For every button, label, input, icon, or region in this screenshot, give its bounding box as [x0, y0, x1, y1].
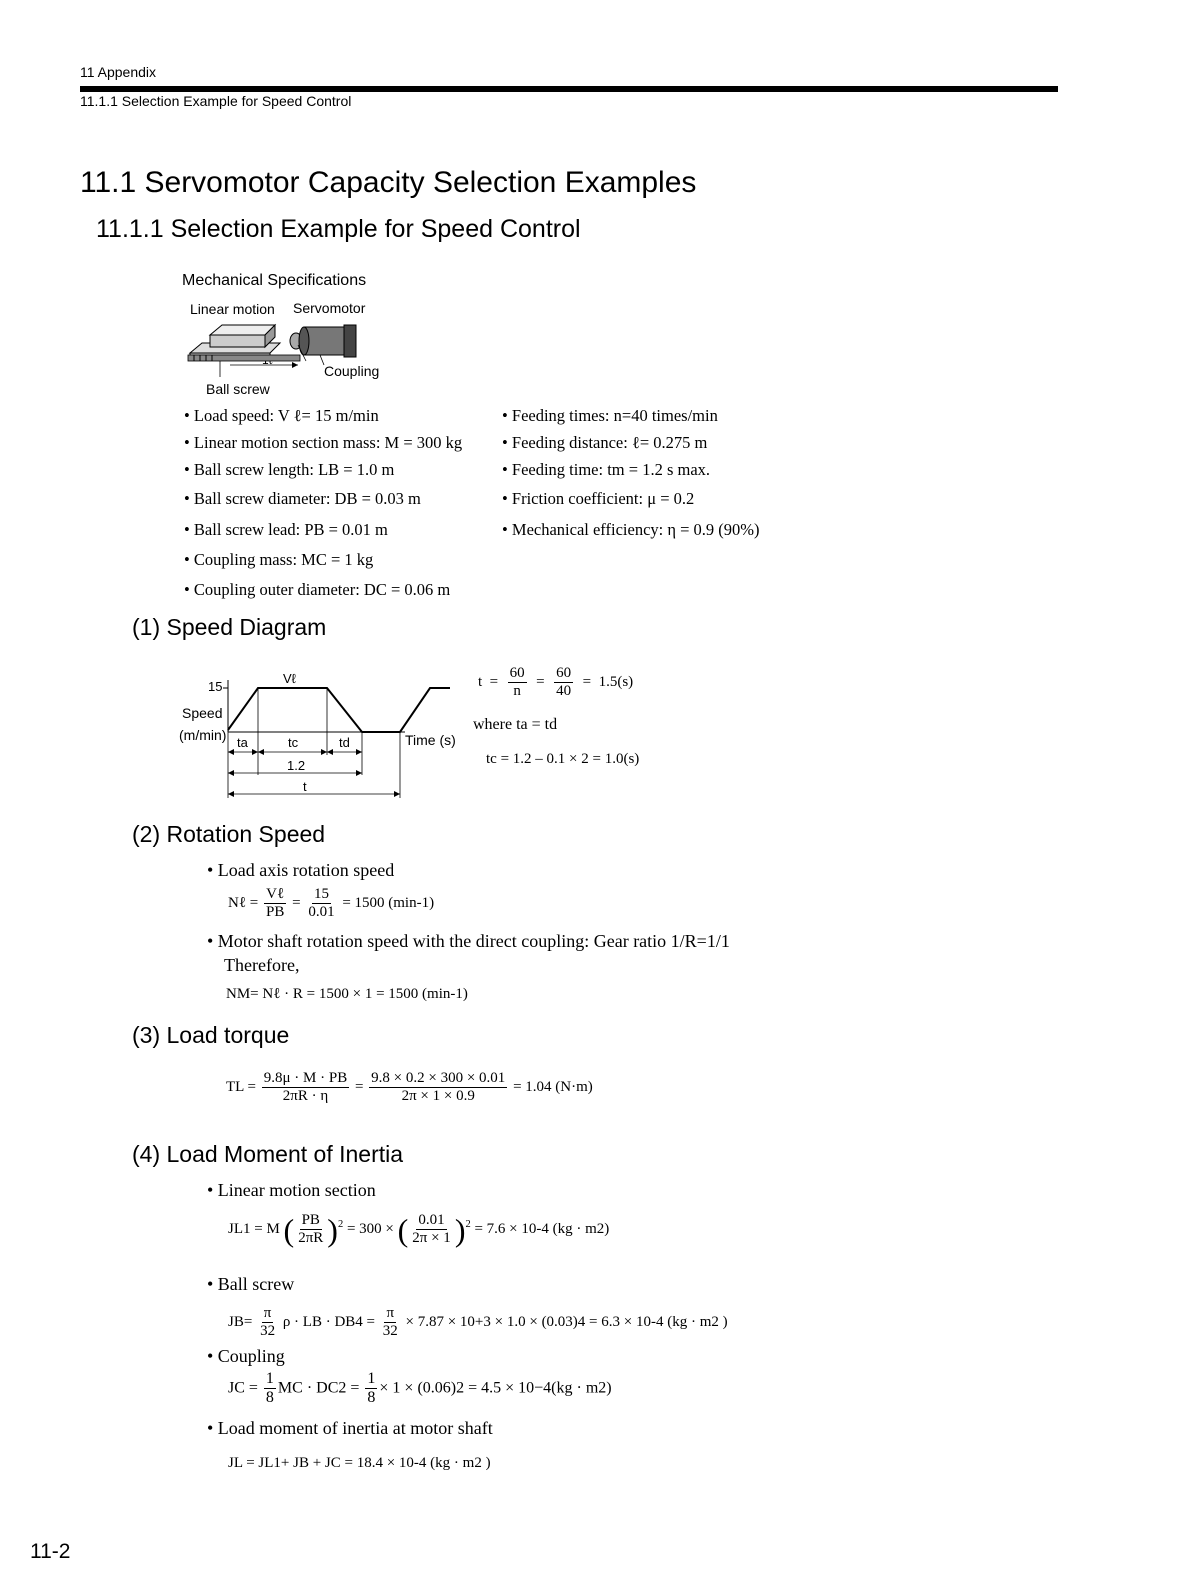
spec-left-6: • Coupling outer diameter: DC = 0.06 m — [184, 580, 451, 599]
load-axis-n2: 15 — [312, 886, 331, 904]
jl1-rhs: = 7.6 × 10-4 (kg · m2) — [474, 1221, 610, 1238]
jc-rhs: × 1 × (0.06)2 = 4.5 × 10−4(kg · m2) — [379, 1379, 612, 1397]
y-axis-label-1: Speed — [182, 705, 223, 721]
header-rule — [80, 86, 1058, 92]
period-n2: 60 — [554, 665, 573, 683]
y-axis-label-2: (m/min) — [179, 727, 227, 743]
spec-left-1: • Linear motion section mass: M = 300 kg — [184, 433, 463, 452]
load-axis-d1: PB — [265, 904, 285, 921]
load-axis-d2: 0.01 — [308, 904, 335, 921]
jb-d-repeat: 32 — [382, 1323, 398, 1340]
jl1-lhs: JL1 = M — [228, 1221, 280, 1238]
spec-right-4: • Mechanical efficiency: η = 0.9 (90%) — [502, 520, 760, 539]
jl1-mid: = 300 × — [346, 1221, 394, 1238]
label-coupling: Coupling — [324, 363, 380, 379]
torque-d1: 2πR · η — [282, 1088, 329, 1105]
span-label: 1.2 — [287, 758, 306, 773]
jb-rhs: × 7.87 × 10+3 × 1.0 × (0.03)4 = 6.3 × 10-4 (kg · m2 ) — [405, 1314, 728, 1331]
jc-lhs: JC = — [228, 1379, 258, 1397]
jc-mid: MC · DC2 = — [277, 1379, 360, 1397]
motor-speed-equation: NM= Nℓ · R = 1500 × 1 = 1500 (min-1) — [226, 986, 468, 1002]
period-equation: t = $\frac{60}{n}$ = $\frac{60}{40}$ = 1.5(s) — [478, 665, 634, 700]
y-value-label: 15 — [208, 679, 223, 694]
period-n1: 60 — [508, 665, 527, 683]
inertia-heading: (4) Load Moment of Inertia — [132, 1141, 404, 1167]
period-rhs: 1.5(s) — [598, 674, 634, 691]
jl1-n2: 0.01 — [416, 1212, 446, 1230]
v-label: Vℓ — [283, 671, 296, 686]
spec-left-5: • Coupling mass: MC = 1 kg — [184, 550, 374, 569]
spec-left-4: • Ball screw lead: PB = 0.01 m — [184, 520, 388, 539]
spec-right-2: • Feeding time: tm = 1.2 s max. — [502, 460, 711, 479]
load-axis-equation: Nℓ = $\frac{\text{Vℓ}}{PB}$ = $\frac{15}{0.01}$ = 1500 (min-1) — [228, 886, 435, 921]
torque-equation: TL = $\frac{9.8\mu \cdot M \cdot PB}{2\pi R \cdot \eta}$ = $\frac{9.8 \times 0.2 \times 300 \times 0.01}{2\pi \times 1 \times 0.9}$ = 1.04 (N·m) — [226, 1070, 593, 1105]
period-d2: 40 — [556, 683, 572, 700]
page-title: 11.1 Servomotor Capacity Selection Examples — [80, 166, 697, 199]
section-title: 11.1.1 Selection Example for Speed Control — [96, 215, 581, 243]
inertia-bullet-4: • Load moment of inertia at motor shaft — [207, 1418, 493, 1438]
spec-left-3: • Ball screw diameter: DB = 0.03 m — [184, 489, 421, 508]
mechanism-illustration — [180, 315, 380, 385]
jc-equation — [228, 1370, 612, 1408]
jc-n: 1 — [264, 1370, 276, 1389]
jl1-n1: PB — [300, 1212, 322, 1230]
period-d1: n — [513, 683, 521, 700]
spec-right-0: • Feeding times: n=40 times/min — [502, 406, 718, 425]
torque-rhs: = 1.04 (N·m) — [513, 1079, 593, 1096]
jb-n-repeat: π — [384, 1305, 396, 1323]
where-clause: where ta = td — [473, 716, 558, 733]
inertia-bullet-2: • Ball screw — [207, 1274, 295, 1294]
label-linear-motion: Linear motion — [190, 301, 275, 317]
spec-right-1: • Feeding distance: ℓ= 0.275 m — [502, 433, 708, 452]
jb-lhs: JB= — [228, 1314, 253, 1331]
jl-total-equation: JL = JL1+ JB + JC = 18.4 × 10-4 (kg · m2 ) — [228, 1455, 491, 1471]
period-lhs: t — [478, 674, 483, 691]
ta-label: ta — [237, 735, 248, 750]
tc-label: tc — [288, 735, 299, 750]
rotation-therefore: Therefore, — [224, 955, 300, 975]
header-section: 11.1.1 Selection Example for Speed Control — [80, 93, 352, 109]
load-axis-n1: Vℓ — [264, 886, 286, 904]
mech-heading: Mechanical Specifications — [182, 272, 367, 289]
x-axis-label: Time (s) — [405, 732, 456, 748]
torque-n1: 9.8μ · M · PB — [262, 1070, 349, 1088]
rotation-heading: (2) Rotation Speed — [132, 821, 326, 847]
jc-n-repeat: 1 — [365, 1370, 377, 1389]
jb-d: 32 — [260, 1323, 276, 1340]
load-axis-rhs: = 1500 (min-1) — [342, 895, 435, 912]
jb-n: π — [262, 1305, 274, 1323]
spec-left-0: • Load speed: V ℓ= 15 m/min — [184, 406, 379, 425]
tc-equation: tc = 1.2 – 0.1 × 2 = 1.0(s) — [486, 751, 640, 767]
inertia-bullet-3: • Coupling — [207, 1346, 285, 1366]
rotation-bullet-1: • Load axis rotation speed — [207, 860, 395, 880]
page-number: 11-2 — [30, 1540, 71, 1563]
t-label: t — [303, 779, 307, 794]
rotation-bullet-2: • Motor shaft rotation speed with the direct coupling: Gear ratio 1/R=1/1 — [207, 931, 730, 951]
torque-n2: 9.8 × 0.2 × 300 × 0.01 — [369, 1070, 507, 1088]
torque-heading: (3) Load torque — [132, 1022, 290, 1048]
jl1-d2: 2π × 1 — [412, 1230, 451, 1247]
speed-diagram-heading: (1) Speed Diagram — [132, 614, 327, 640]
speed-diagram — [220, 680, 460, 805]
jb-equation — [228, 1305, 728, 1341]
torque-lhs: TL = — [226, 1079, 256, 1096]
label-ball-screw: Ball screw — [206, 381, 270, 397]
label-servomotor: Servomotor — [293, 300, 366, 316]
jc-d: 8 — [265, 1389, 274, 1407]
torque-d2: 2π × 1 × 0.9 — [401, 1088, 475, 1105]
jc-d-repeat: 8 — [367, 1389, 376, 1407]
jl1-d1: 2πR — [298, 1230, 324, 1247]
inertia-bullet-1: • Linear motion section — [207, 1180, 376, 1200]
spec-right-3: • Friction coefficient: μ = 0.2 — [502, 489, 695, 508]
jl1-equation: JL1 = M ( $\frac{PB}{2\pi R}$ )$^2$ = 300 × ( $\frac{0.01}{2\pi \times 1}$ )$^2$ = 7.6 × 10-4 (kg · m2) — [228, 1211, 610, 1248]
load-axis-lhs: Nℓ = — [228, 895, 259, 912]
header-chapter: 11 Appendix — [80, 64, 157, 80]
td-label: td — [339, 735, 350, 750]
spec-left-2: • Ball screw length: LB = 1.0 m — [184, 460, 395, 479]
jb-mid: ρ · LB · DB4 = — [282, 1314, 376, 1331]
